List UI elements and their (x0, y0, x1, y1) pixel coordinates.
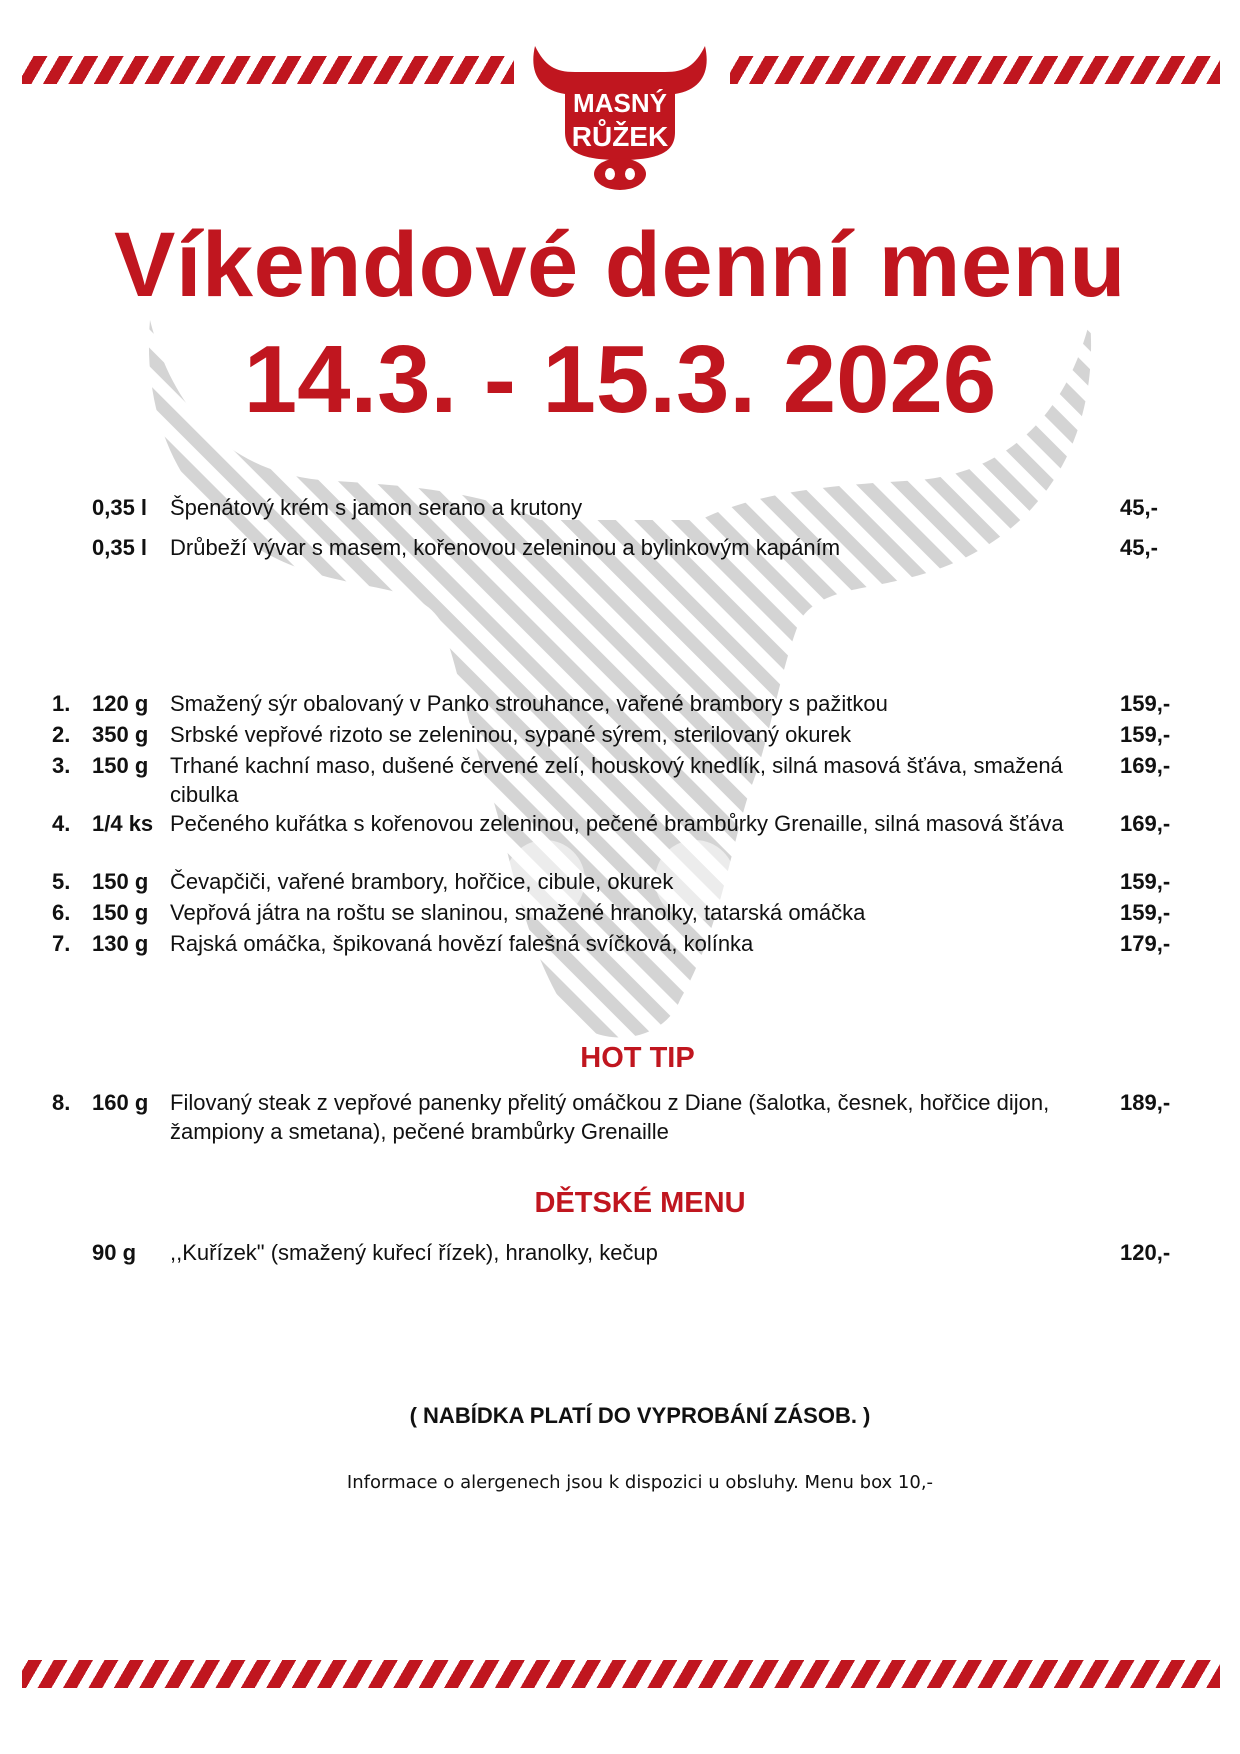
menu-title: Víkendové denní menu (114, 214, 1126, 316)
dish-quantity: 150 g (92, 753, 149, 778)
dish-quantity: 1/4 ks (92, 811, 154, 836)
menu-date-range: 14.3. - 15.3. 2026 (243, 326, 997, 433)
logo-text-line1: MASNÝ (573, 88, 667, 118)
allergen-info-note: Informace o alergenech jsou k dispozici u obsluhy. Menu box 10,- (346, 1472, 934, 1493)
soup-quantity: 0,35 l (92, 535, 148, 560)
dish-price: 120,- (1120, 1240, 1171, 1265)
dish-price: 159,- (1120, 869, 1171, 894)
dish-description: Čevapčiči, vařené brambory, hořčice, cibule, okurek (170, 869, 674, 894)
dish-description: Smažený sýr obalovaný v Panko strouhance, vařené brambory s pažitkou (170, 691, 888, 716)
dish-description: Pečeného kuřátka s kořenovou zeleninou, pečené brambůrky Grenaille, silná masová šťáva (170, 811, 1064, 836)
dish-number: 4. (52, 811, 71, 836)
dish-price: 169,- (1120, 811, 1171, 836)
soup-quantity: 0,35 l (92, 495, 148, 520)
dish-number: 8. (52, 1090, 71, 1115)
dish-description: ,,Kuřízek" (smažený kuřecí řízek), hranolky, kečup (170, 1240, 658, 1265)
dish-number: 6. (52, 900, 71, 925)
hot-tip-heading: HOT TIP (580, 1042, 695, 1074)
dish-price: 169,- (1120, 753, 1171, 778)
dish-description: Vepřová játra na roštu se slaninou, smažené hranolky, tatarská omáčka (170, 900, 866, 925)
dish-price: 179,- (1120, 931, 1171, 956)
dish-quantity: 130 g (92, 931, 149, 956)
dish-price: 159,- (1120, 900, 1171, 925)
logo-text-line2: RŮŽEK (571, 121, 669, 152)
soup-price: 45,- (1120, 495, 1158, 520)
bottom-stripe-band (22, 1660, 1220, 1688)
dish-quantity: 90 g (92, 1240, 137, 1265)
soup-description: Drůbeží vývar s masem, kořenovou zeleninou a bylinkovým kapáním (170, 535, 841, 560)
dish-quantity: 150 g (92, 869, 149, 894)
dish-quantity: 350 g (92, 722, 149, 747)
dish-description: Srbské vepřové rizoto se zeleninou, sypané sýrem, sterilovaný okurek (170, 722, 852, 747)
dish-quantity: 160 g (92, 1090, 149, 1115)
dish-number: 1. (52, 691, 71, 716)
soup-description: Špenátový krém s jamon serano a krutony (170, 495, 583, 520)
offer-validity-note: ( NABÍDKA PLATÍ DO VYPROBÁNÍ ZÁSOB. ) (409, 1403, 871, 1428)
dish-quantity: 120 g (92, 691, 149, 716)
dish-number: 3. (52, 753, 71, 778)
dish-description: Rajská omáčka, špikovaná hovězí falešná svíčková, kolínka (170, 931, 754, 956)
dish-price: 159,- (1120, 722, 1171, 747)
top-stripe-band-right (730, 56, 1220, 84)
dish-number: 7. (52, 931, 71, 956)
dish-number: 5. (52, 869, 71, 894)
dish-description: Trhané kachní maso, dušené červené zelí, houskový knedlík, silná masová šťáva, smažená cibulka (170, 753, 1063, 807)
dish-price: 189,- (1120, 1090, 1171, 1115)
masny-ruzek-logo (525, 42, 715, 192)
dish-number: 2. (52, 722, 71, 747)
kids-menu-heading: DĚTSKÉ MENU (534, 1187, 746, 1219)
dish-description: Filovaný steak z vepřové panenky přelitý omáčkou z Diane (šalotka, česnek, hořčice dijon, žampiony a smetana), pečené brambůrky Grenaille (170, 1090, 1050, 1144)
dish-quantity: 150 g (92, 900, 149, 925)
top-stripe-band-left (22, 56, 514, 84)
dish-price: 159,- (1120, 691, 1171, 716)
soup-price: 45,- (1120, 535, 1158, 560)
